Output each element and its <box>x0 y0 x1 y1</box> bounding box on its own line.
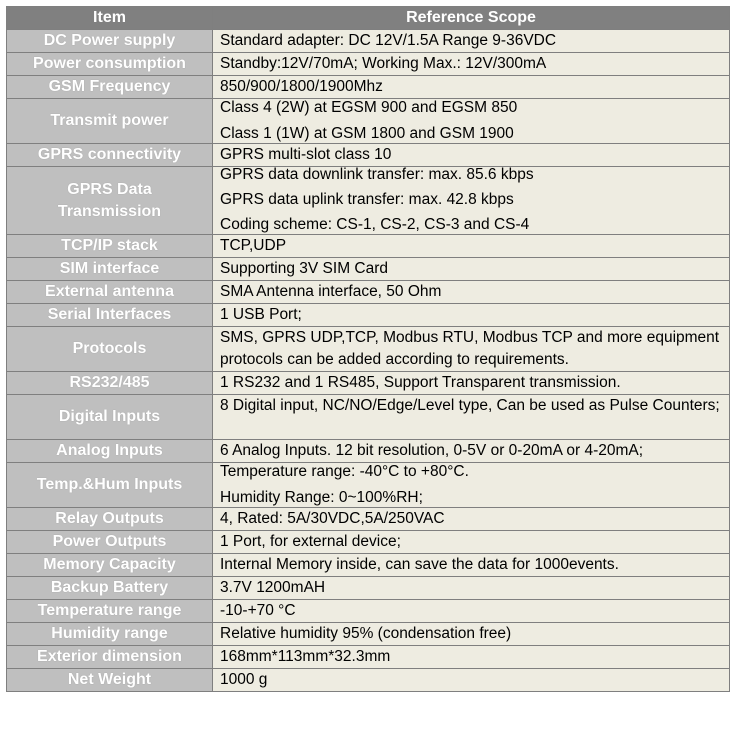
item-label-line: Transmission <box>57 202 162 220</box>
item-label-line: Temp.&Hum Inputs <box>36 476 183 493</box>
value-line: Internal Memory inside, can save the data for 1000events. <box>220 556 619 573</box>
spec-item-label <box>7 508 213 531</box>
item-label-line: Memory Capacity <box>43 556 176 573</box>
table-row <box>7 167 730 235</box>
item-label-line: Net Weight <box>67 671 152 688</box>
value-line: 1 RS232 and 1 RS485, Support Transparent transmission. <box>220 374 621 391</box>
value-line: TCP,UDP <box>220 237 287 254</box>
table-row <box>7 99 730 144</box>
spec-item-label <box>7 53 213 76</box>
item-label-line: Digital Inputs <box>58 408 161 425</box>
table-row <box>7 577 730 600</box>
item-label-line: Power Outputs <box>52 533 167 550</box>
value-line: 850/900/1800/1900Mhz <box>220 78 383 95</box>
value-line: 6 Analog Inputs. 12 bit resolution, 0-5V or 0-20mA or 4-20mA; <box>220 442 644 459</box>
table-row <box>7 508 730 531</box>
item-label-line: SIM interface <box>59 260 160 277</box>
table-row <box>7 554 730 577</box>
item-label-line: Transmit power <box>50 112 169 129</box>
value-line: GPRS multi-slot class 10 <box>220 146 392 163</box>
spec-item-value <box>213 554 730 577</box>
value-line: Temperature range: -40°C to +80°C. <box>220 463 469 480</box>
item-label-line: GPRS connectivity <box>37 146 182 163</box>
table-row <box>7 144 730 167</box>
value-line: -10-+70 °C <box>220 602 296 619</box>
value-line: 1 Port, for external device; <box>220 533 401 550</box>
value-line: Class 4 (2W) at EGSM 900 and EGSM 850 <box>220 99 518 116</box>
spec-item-label <box>7 167 213 235</box>
table-row <box>7 76 730 99</box>
value-line: SMA Antenna interface, 50 Ohm <box>220 283 442 300</box>
value-line: SMS, GPRS UDP,TCP, Modbus RTU, Modbus TCP and more equipment protocols can be added according to requirements. <box>220 329 720 368</box>
spec-item-value <box>213 623 730 646</box>
spec-item-value <box>213 531 730 554</box>
value-line: GPRS data uplink transfer: max. 42.8 kbps <box>220 191 514 208</box>
item-label-line: Protocols <box>72 340 147 357</box>
spec-item-label <box>7 304 213 327</box>
table-row <box>7 53 730 76</box>
value-line: 1000 g <box>220 671 268 688</box>
spec-item-label <box>7 623 213 646</box>
spec-item-label <box>7 30 213 53</box>
spec-item-value <box>213 395 730 440</box>
item-label-line: RS232/485 <box>69 374 150 391</box>
item-label-line: GPRS Data <box>67 180 152 198</box>
column-header-scope: Reference Scope <box>213 7 730 30</box>
item-label-line: Analog Inputs <box>56 442 163 459</box>
table-row <box>7 531 730 554</box>
spec-item-value <box>213 327 730 372</box>
spec-item-label <box>7 600 213 623</box>
item-label-line: DC Power supply <box>43 32 176 49</box>
spec-item-value <box>213 463 730 508</box>
item-label-line: Power consumption <box>33 55 186 72</box>
spec-item-value <box>213 281 730 304</box>
value-line: 3.7V 1200mAH <box>220 579 326 596</box>
spec-item-label <box>7 554 213 577</box>
spec-item-value <box>213 508 730 531</box>
item-label-line: Serial Interfaces <box>47 306 172 323</box>
table-row <box>7 258 730 281</box>
table-row <box>7 235 730 258</box>
item-label-line: GSM Frequency <box>48 78 171 95</box>
value-line: 8 Digital input, NC/NO/Edge/Level type, Can be used as Pulse Counters; <box>220 397 720 414</box>
value-line: Humidity Range: 0~100%RH; <box>220 489 423 506</box>
spec-item-value <box>213 144 730 167</box>
value-line: GPRS data downlink transfer: max. 85.6 kbps <box>220 166 534 183</box>
table-header-row <box>7 7 730 30</box>
spec-table <box>6 6 730 692</box>
spec-item-label <box>7 669 213 692</box>
item-label-line: TCP/IP stack <box>61 237 158 254</box>
item-label-line: External antenna <box>45 283 174 300</box>
item-label-line: Exterior dimension <box>37 648 182 665</box>
spec-item-label <box>7 372 213 395</box>
table-row <box>7 304 730 327</box>
spec-item-value <box>213 669 730 692</box>
table-row <box>7 440 730 463</box>
table-row <box>7 463 730 508</box>
table-row <box>7 30 730 53</box>
value-line: Coding scheme: CS-1, CS-2, CS-3 and CS-4 <box>220 216 530 233</box>
item-label-line: Backup Battery <box>50 579 169 596</box>
item-label-line: Temperature range <box>37 602 182 619</box>
spec-item-label <box>7 144 213 167</box>
value-line: Standby:12V/70mA; Working Max.: 12V/300mA <box>220 55 547 72</box>
spec-item-label <box>7 258 213 281</box>
table-row <box>7 623 730 646</box>
table-row <box>7 600 730 623</box>
spec-item-value <box>213 372 730 395</box>
spec-item-label <box>7 531 213 554</box>
spec-item-value <box>213 76 730 99</box>
item-label-line: Humidity range <box>51 625 168 642</box>
spec-item-value <box>213 304 730 327</box>
value-line: Class 1 (1W) at GSM 1800 and GSM 1900 <box>220 125 514 142</box>
value-line: Relative humidity 95% (condensation free) <box>220 625 512 642</box>
item-label-line: Relay Outputs <box>55 510 164 527</box>
spec-item-label <box>7 440 213 463</box>
spec-item-label <box>7 463 213 508</box>
spec-item-label <box>7 577 213 600</box>
spec-item-label <box>7 327 213 372</box>
column-header-item: Item <box>7 7 213 30</box>
spec-item-label <box>7 235 213 258</box>
table-row <box>7 646 730 669</box>
spec-item-label <box>7 281 213 304</box>
spec-item-value <box>213 30 730 53</box>
spec-item-value <box>213 235 730 258</box>
table-row <box>7 372 730 395</box>
table-row <box>7 669 730 692</box>
spec-item-value <box>213 99 730 144</box>
value-line: 1 USB Port; <box>220 306 302 323</box>
spec-item-value <box>213 258 730 281</box>
spec-item-label <box>7 646 213 669</box>
spec-item-label <box>7 99 213 144</box>
spec-item-label <box>7 76 213 99</box>
spec-item-value <box>213 167 730 235</box>
table-row <box>7 395 730 440</box>
spec-item-value <box>213 646 730 669</box>
value-line: 4, Rated: 5A/30VDC,5A/250VAC <box>220 510 445 527</box>
value-line: Supporting 3V SIM Card <box>220 260 389 277</box>
table-row <box>7 327 730 372</box>
value-line: Standard adapter: DC 12V/1.5A Range 9-36VDC <box>220 32 557 49</box>
spec-item-value <box>213 577 730 600</box>
table-row <box>7 281 730 304</box>
spec-item-value <box>213 600 730 623</box>
spec-item-label <box>7 395 213 440</box>
value-line: 168mm*113mm*32.3mm <box>220 648 391 665</box>
spec-item-value <box>213 53 730 76</box>
spec-item-value <box>213 440 730 463</box>
